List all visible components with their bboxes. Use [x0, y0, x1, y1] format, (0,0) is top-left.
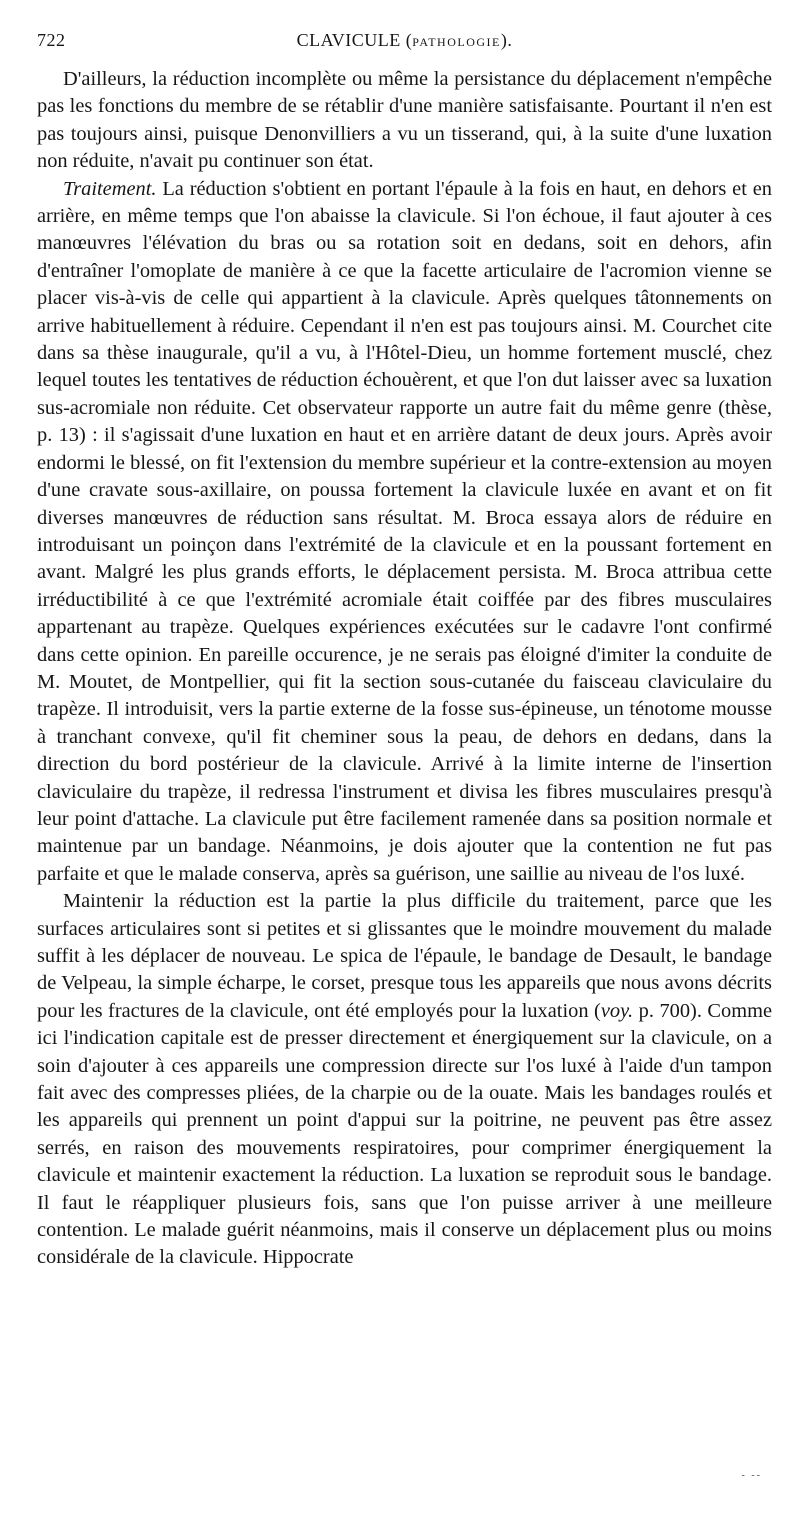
running-title-paren-open: ( [400, 30, 413, 50]
paragraph-treatment [37, 176, 772, 889]
paragraph-treatment-text: La réduction s'obtient en portant l'épaule à la fois en haut, en dehors et en arrière, en même temps que l'on abaisse la clavicule. Si l'on échoue, il faut ajouter à ces manœuvres l'élévation du bras ou sa rotation soit en dedans, soit en dehors, afin d'entraîner l'omoplate de manière à ce que la facette articulaire de l'acromion vienne se placer vis-à-vis de celle qui appartient à la clavicule. Après quelques tâtonnements on arrive habituellement à réduire. Cependant il n'en est pas toujours ainsi. M. Courchet cite dans sa thèse inaugurale, qu'il a vu, à l'Hôtel-Dieu, un homme fortement musclé, chez lequel toutes les tentatives de réduction échouèrent, et que l'on dut laisser avec sa luxation sus-acromiale non réduite. Cet observateur rapporte un autre fait du même genre (thèse, p. 13) : il s'agissait d'une luxation en haut et en arrière datant de deux jours. Après avoir endormi le blessé, on fit l'extension du membre supérieur et la contre-extension au moyen d'une cravate sous-axillaire, on poussa fortement la clavicule luxée en avant et on fit diverses manœuvres de réduction sans résultat. M. Broca essaya alors de réduire en introduisant un poinçon dans l'extrémité de la clavicule et en la poussant fortement en avant. Malgré les plus grands efforts, le déplacement persista. M. Broca attribua cette irréductibilité à ce que l'extrémité acromiale était coiffée par des fibres musculaires appartenant au trapèze. Quelques expériences exécutées sur le cadavre l'ont confirmé dans cette opinion. En pareille occurence, je ne serais pas éloigné d'imiter la conduite de M. Moutet, de Montpellier, qui fit la section sous-cutanée du faisceau claviculaire du trapèze. Il introduisit, vers la partie externe de la fosse sus-épineuse, un ténotome mousse à tranchant convexe, qu'il fit cheminer sous la peau, de dehors en dedans, dans la direction du bord postérieur de la clavicule. Arrivé à la limite interne de l'insertion claviculaire du trapèze, il redressa l'instrument et divisa les fibres musculaires presqu'à leur point d'attache. La clavicule put être facilement ramenée dans sa position normale et maintenue par un bandage. Néanmoins, je dois ajouter que la contention ne fut pas parfaite et que le malade conserva, après sa guérison, une saillie au niveau de l'os luxé. [37, 177, 772, 885]
running-title-main: CLAVICULE [296, 30, 401, 50]
body-text [37, 66, 772, 1272]
page-number: 722 [37, 30, 66, 50]
running-title-subtitle: PATHOLOGIE [412, 35, 501, 49]
paragraph-maintaining-text-2: p. 700). Comme ici l'indication capitale est de presser directement et énergiquement sur la clavicule, on a soin d'ajouter à ces appareils une compression directe sur l'os luxé à l'aide d'un tampon fait avec des compresses pliées, de la charpie ou de la ouate. Mais les bandages roulés et les appareils qui prennent un point d'appui sur la poitrine, ne peuvent pas être assez serrés, en raison des mouvements respiratoires, pour comprimer énergiquement la clavicule et maintenir exactement la réduction. La luxation se reproduit sous le bandage. Il faut le réappliquer plusieurs fois, sans que l'on puisse arriver à une meilleure contention. Le malade guérit néanmoins, mais il conserve un déplacement plus ou moins considérale de la clavicule. Hippocrate [37, 999, 772, 1269]
running-title-paren-close: ). [500, 30, 513, 50]
running-head [37, 30, 772, 56]
section-label-treatment: Traitement. [63, 177, 157, 200]
footer-mark: - -- [741, 1470, 762, 1481]
paragraph-reduction-outcome: D'ailleurs, la réduction incomplète ou même la persistance du déplacement n'empêche pas les fonctions du membre de se rétablir d'une manière satisfaisante. Pourtant il n'en est pas toujours ainsi, puisque Denonvilliers a vu un tisserand, qui, à la suite d'une luxation non réduite, n'avait pu continuer son état. [37, 68, 772, 173]
running-title [37, 30, 772, 51]
paragraph-maintaining-reduction [37, 888, 772, 1272]
cross-reference: voy. [600, 999, 634, 1022]
paragraph-maintaining-text-1: Maintenir la réduction est la partie la plus difficile du traitement, parce que les surfaces articulaires sont si petites et si glissantes que le moindre mouvement du malade suffit à les déplacer de nouveau. Le spica de l'épaule, le bandage de Desault, le bandage de Velpeau, la simple écharpe, le corset, presque tous les appareils que nous avons décrits pour les fractures de la clavicule, ont été employés pour la luxation ( [37, 890, 772, 1022]
